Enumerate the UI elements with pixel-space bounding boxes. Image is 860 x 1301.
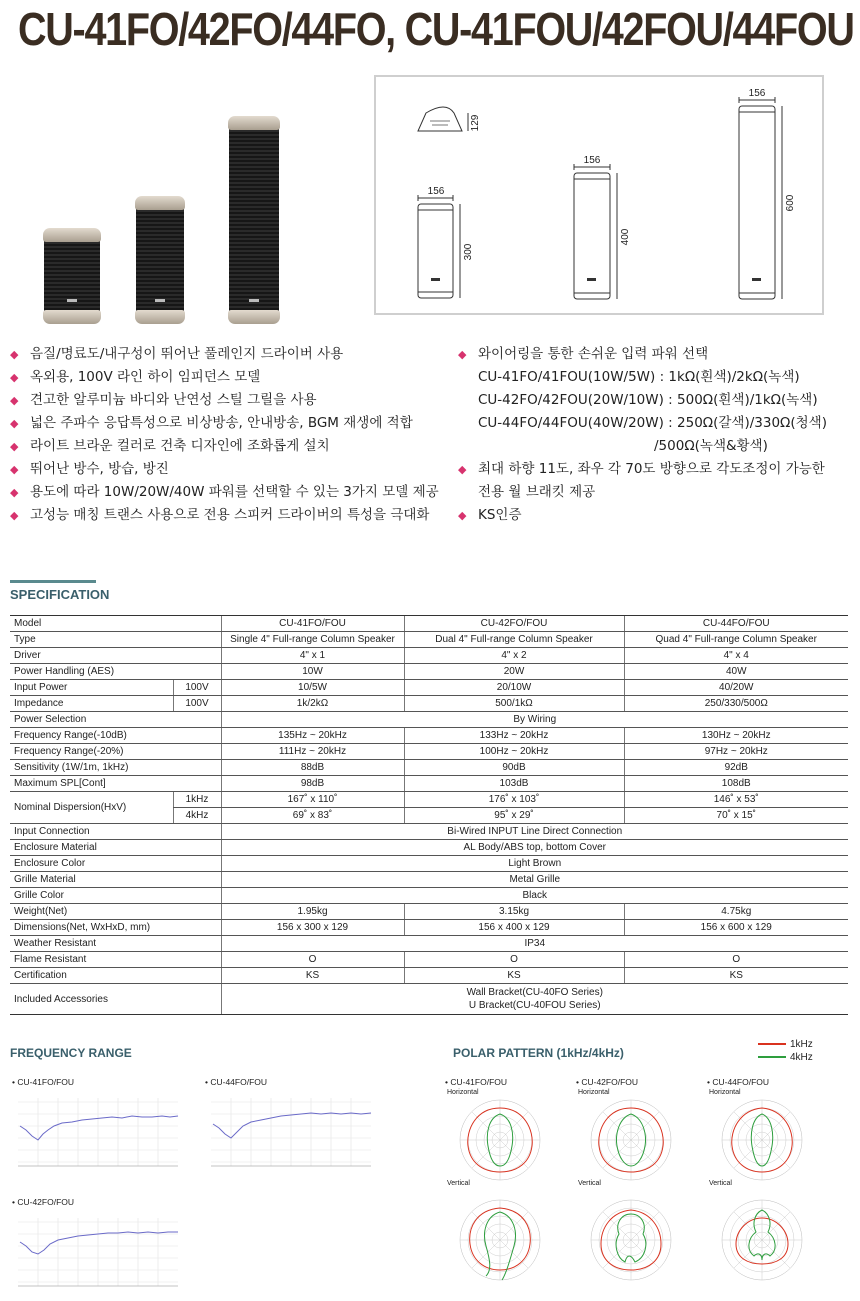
polar-vertical-label: Vertical — [578, 1180, 601, 1187]
table-row: Type Single 4" Full-range Column Speaker Dual 4" Full-range Column Speaker Quad 4" Full-range Column Speaker — [10, 632, 848, 648]
spec-table — [10, 615, 848, 1015]
polar-legend — [758, 1038, 813, 1064]
freq-graph-44 — [203, 1092, 375, 1172]
table-row: Grille Material Metal Grille — [10, 872, 848, 888]
table-row: Input Power 100V 10/5W 20/10W 40/20W — [10, 680, 848, 696]
table-row: Driver 4" x 1 4" x 2 4" x 4 — [10, 648, 848, 664]
spec-title: SPECIFICATION — [10, 587, 110, 602]
graph-label: • CU-44FO/FOU — [205, 1077, 268, 1087]
frequency-range-title: FREQUENCY RANGE — [10, 1046, 132, 1060]
polar-model-label: • CU-44FO/FOU — [707, 1077, 770, 1087]
table-row: Sensitivity (1W/1m, 1kHz) 88dB 90dB 92dB — [10, 760, 848, 776]
accessory-line: U Bracket(CU-40FOU Series) — [468, 1000, 601, 1011]
page-title: CU-41FO/42FO/44FO, CU-41FOU/42FOU/44FOU — [18, 3, 854, 55]
feature-item: ◆ 옥외용, 100V 라인 하이 임피던스 모델 — [10, 366, 439, 389]
feature-wiring-line: CU-44FO/44FOU(40W/20W) : 250Ω(갈색)/330Ω(청색) — [478, 415, 827, 431]
feature-wiring-line: CU-42FO/42FOU(20W/10W) : 500Ω(흰색)/1kΩ(녹색) — [478, 392, 818, 408]
table-row: Frequency Range(-10dB) 135Hz ~ 20kHz 133Hz ~ 20kHz 130Hz ~ 20kHz — [10, 728, 848, 744]
product-photo — [30, 100, 360, 320]
dim-medium-width: 156 — [583, 155, 601, 166]
feature-item: ◆ 와이어링을 통한 손쉬운 입력 파워 선택 — [458, 343, 827, 366]
table-row: Flame Resistant O O O — [10, 952, 848, 968]
feature-item: ◆ 고성능 매칭 트랜스 사용으로 전용 스피커 드라이버의 특성을 극대화 — [10, 504, 439, 527]
dim-small-width: 156 — [427, 186, 445, 197]
table-row: Nominal Dispersion(HxV) 1kHz 167˚ x 110˚ 176˚ x 103˚ 146˚ x 53˚ — [10, 792, 848, 808]
table-row: Grille Color Black — [10, 888, 848, 904]
polar-horizontal-label: Horizontal — [578, 1089, 610, 1096]
table-row: Certification KS KS KS — [10, 968, 848, 984]
polar-vertical-label: Vertical — [447, 1180, 470, 1187]
polar-plots — [440, 1088, 850, 1300]
feature-item: ◆ 견고한 알루미늄 바디와 난연성 스틸 그릴을 사용 — [10, 389, 439, 412]
feature-wiring-line: /500Ω(녹색&황색) — [654, 438, 768, 454]
features-left — [10, 343, 439, 527]
feature-item: ◆ 뛰어난 방수, 방습, 방진 — [10, 458, 439, 481]
polar-horizontal-label: Horizontal — [709, 1089, 741, 1096]
feature-item: ◆ 최대 하향 11도, 좌우 각 70도 방향으로 각도조정이 가능한 — [458, 458, 827, 481]
accessory-line: Wall Bracket(CU-40FO Series) — [466, 987, 603, 998]
table-row: Power Selection By Wiring — [10, 712, 848, 728]
polar-pattern-title: POLAR PATTERN (1kHz/4kHz) — [453, 1046, 624, 1060]
speaker-medium — [136, 200, 184, 320]
dimension-drawing — [374, 75, 824, 315]
dim-medium-height: 400 — [620, 228, 631, 246]
feature-item: ◆ 넓은 주파수 응답특성으로 비상방송, 안내방송, BGM 재생에 적합 — [10, 412, 439, 435]
feature-item: ◆ 음질/명료도/내구성이 뛰어난 풀레인지 드라이버 사용 — [10, 343, 439, 366]
feature-wiring-line: CU-41FO/41FOU(10W/5W) : 1kΩ(흰색)/2kΩ(녹색) — [478, 369, 800, 385]
table-row: Maximum SPL[Cont] 98dB 103dB 108dB — [10, 776, 848, 792]
speaker-large — [229, 120, 279, 320]
freq-graph-42 — [10, 1212, 182, 1292]
feature-item: ◆ KS인증 — [458, 504, 827, 527]
polar-horizontal-label: Horizontal — [447, 1089, 479, 1096]
dim-small-height: 300 — [463, 243, 474, 261]
feature-bracket-line: 전용 월 브래킷 제공 — [478, 484, 596, 500]
table-row: Weight(Net) 1.95kg 3.15kg 4.75kg — [10, 904, 848, 920]
table-row: Power Handling (AES) 10W 20W 40W — [10, 664, 848, 680]
feature-item: ◆ 용도에 따라 10W/20W/40W 파워를 선택할 수 있는 3가지 모델 제공 — [10, 481, 439, 504]
dim-top-depth: 129 — [470, 114, 481, 132]
polar-vertical-label: Vertical — [709, 1180, 732, 1187]
speaker-small — [44, 232, 100, 320]
table-row: Dimensions(Net, WxHxD, mm) 156 x 300 x 129 156 x 400 x 129 156 x 600 x 129 — [10, 920, 848, 936]
dim-large-width: 156 — [748, 88, 766, 99]
features-right — [458, 343, 827, 527]
polar-model-label: • CU-41FO/FOU — [445, 1077, 508, 1087]
graph-label: • CU-41FO/FOU — [12, 1077, 75, 1087]
feature-item: ◆ 라이트 브라운 컬러로 건축 디자인에 조화롭게 설치 — [10, 435, 439, 458]
table-row: Model CU-41FO/FOU CU-42FO/FOU CU-44FO/FOU — [10, 616, 848, 632]
section-divider — [10, 580, 96, 583]
table-row: Frequency Range(-20%) 111Hz ~ 20kHz 100Hz ~ 20kHz 97Hz ~ 20kHz — [10, 744, 848, 760]
freq-graph-41 — [10, 1092, 182, 1172]
legend-item: 4kHz — [758, 1051, 813, 1064]
table-row: 4kHz 69˚ x 83˚ 95˚ x 29˚ 70˚ x 15˚ — [10, 808, 848, 824]
table-row: Weather Resistant IP34 — [10, 936, 848, 952]
table-row: Input Connection Bi-Wired INPUT Line Direct Connection — [10, 824, 848, 840]
table-row: Enclosure Color Light Brown — [10, 856, 848, 872]
dim-large-height: 600 — [785, 194, 796, 212]
graph-label: • CU-42FO/FOU — [12, 1197, 75, 1207]
polar-model-label: • CU-42FO/FOU — [576, 1077, 639, 1087]
table-row: Impedance 100V 1k/2kΩ 500/1kΩ 250/330/500Ω — [10, 696, 848, 712]
table-row: Included Accessories Wall Bracket(CU-40FO Series) U Bracket(CU-40FOU Series) — [10, 984, 848, 1015]
table-row: Enclosure Material AL Body/ABS top, bottom Cover — [10, 840, 848, 856]
legend-item: 1kHz — [758, 1038, 813, 1051]
